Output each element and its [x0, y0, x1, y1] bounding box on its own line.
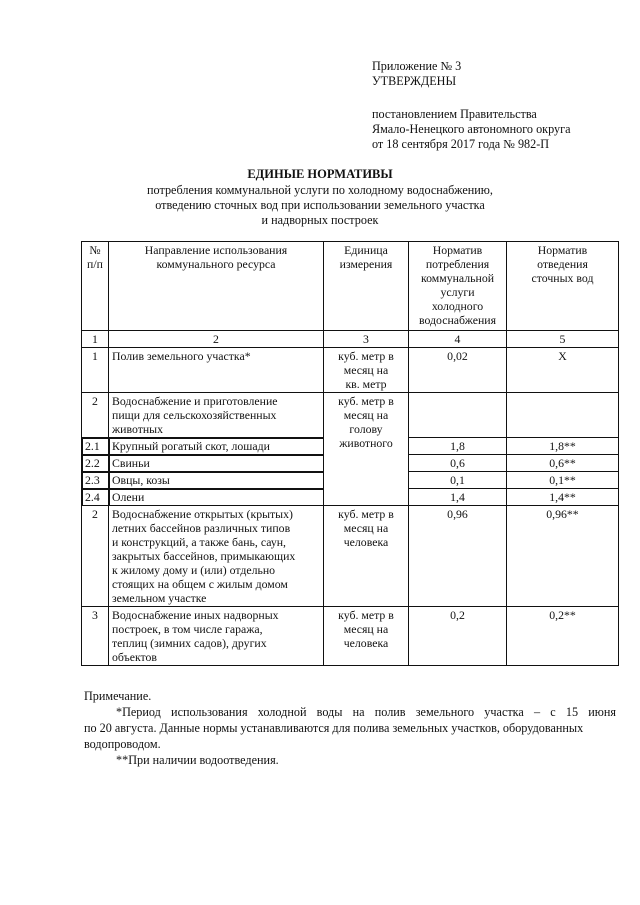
header-norm-supply: Норматив потребления коммунальной услуги холодного водоснабжения: [409, 242, 507, 331]
row-num: 3: [82, 607, 109, 666]
decree-line-3: от 18 сентября 2017 года № 982-П: [372, 137, 550, 151]
header-direction: Направление использования коммунального ресурса: [109, 242, 324, 331]
row-num: 2: [82, 393, 109, 438]
row-name: Водоснабжение иных надворных построек, в том числе гаража, теплиц (зимних садов), других объектов: [109, 607, 324, 666]
row-drain: X: [507, 348, 619, 393]
subrow-drain: 0,6**: [507, 455, 619, 472]
col-number: 3: [324, 331, 409, 348]
subrow-name: Овцы, козы: [109, 472, 324, 489]
table-row: [82, 348, 619, 393]
row-supply: 0,96: [409, 506, 507, 607]
row-unit: куб. метр в месяц на голову животного: [324, 393, 409, 506]
note-1-line-2: по 20 августа. Данные нормы устанавливаются для полива земельных участков, оборудованных: [84, 721, 584, 735]
subrow-supply: 0,1: [409, 472, 507, 489]
subrow-name: Крупный рогатый скот, лошади: [109, 438, 324, 455]
subrow-supply: 0,6: [409, 455, 507, 472]
row-drain: 0,96**: [507, 506, 619, 607]
appendix-number: Приложение № 3: [372, 59, 462, 73]
table-row: [82, 607, 619, 666]
row-name: Водоснабжение и приготовление пищи для сельскохозяйственных животных: [109, 393, 324, 438]
note-1-line-1: *Период использования холодной воды на полив земельного участка – с 15 июня: [116, 705, 616, 719]
subtitle-line-1: потребления коммунальной услуги по холодному водоснабжению,: [147, 183, 493, 197]
subtitle-line-3: и надворных построек: [261, 213, 379, 227]
subrow-supply: 1,4: [409, 489, 507, 506]
row-num: 1: [82, 348, 109, 393]
document-title: ЕДИНЫЕ НОРМАТИВЫ: [247, 167, 393, 181]
header-norm-drain: Норматив отведения сточных вод: [507, 242, 619, 331]
subrow-drain: 1,8**: [507, 438, 619, 455]
decree-line-1: постановлением Правительства: [372, 107, 537, 121]
note-2: **При наличии водоотведения.: [116, 753, 279, 767]
row-name: Полив земельного участка*: [109, 348, 324, 393]
decree-line-2: Ямало-Ненецкого автономного округа: [372, 122, 571, 136]
approved-label: УТВЕРЖДЕНЫ: [372, 74, 457, 88]
row-num: 2: [82, 506, 109, 607]
row-drain: 0,2**: [507, 607, 619, 666]
row-supply: [409, 393, 507, 438]
notes-section: [84, 688, 616, 768]
row-unit: куб. метр в месяц на человека: [324, 607, 409, 666]
subrow-drain: 0,1**: [507, 472, 619, 489]
row-unit: куб. метр в месяц на человека: [324, 506, 409, 607]
subrow-num: 2.4: [82, 489, 109, 506]
subrow-drain: 1,4**: [507, 489, 619, 506]
row-supply: 0,2: [409, 607, 507, 666]
table-row: [82, 506, 619, 607]
column-number-row: [82, 331, 619, 348]
subrow-num: 2.1: [82, 438, 109, 455]
notes-heading: Примечание.: [84, 689, 152, 703]
subrow-supply: 1,8: [409, 438, 507, 455]
col-number: 2: [109, 331, 324, 348]
table-header-row: [82, 242, 619, 331]
norms-table: [81, 241, 619, 666]
col-number: 4: [409, 331, 507, 348]
header-unit: Единица измерения: [324, 242, 409, 331]
subrow-num: 2.2: [82, 455, 109, 472]
table-row: [82, 393, 619, 438]
row-drain: [507, 393, 619, 438]
note-1-line-3: водопроводом.: [84, 737, 161, 751]
subrow-num: 2.3: [82, 472, 109, 489]
col-number: 5: [507, 331, 619, 348]
subtitle-line-2: отведению сточных вод при использовании земельного участка: [155, 198, 485, 212]
row-supply: 0,02: [409, 348, 507, 393]
subrow-name: Олени: [109, 489, 324, 506]
subrow-name: Свиньи: [109, 455, 324, 472]
row-name: Водоснабжение открытых (крытых) летних бассейнов различных типов и конструкций, а также бань, саун, закрытых бассейнов, примыкающих к жилому дому и (или) отдельно стоящих на общем с жилым домом земельном участке: [109, 506, 324, 607]
header-num: № п/п: [82, 242, 109, 331]
row-unit: куб. метр в месяц на кв. метр: [324, 348, 409, 393]
col-number: 1: [82, 331, 109, 348]
